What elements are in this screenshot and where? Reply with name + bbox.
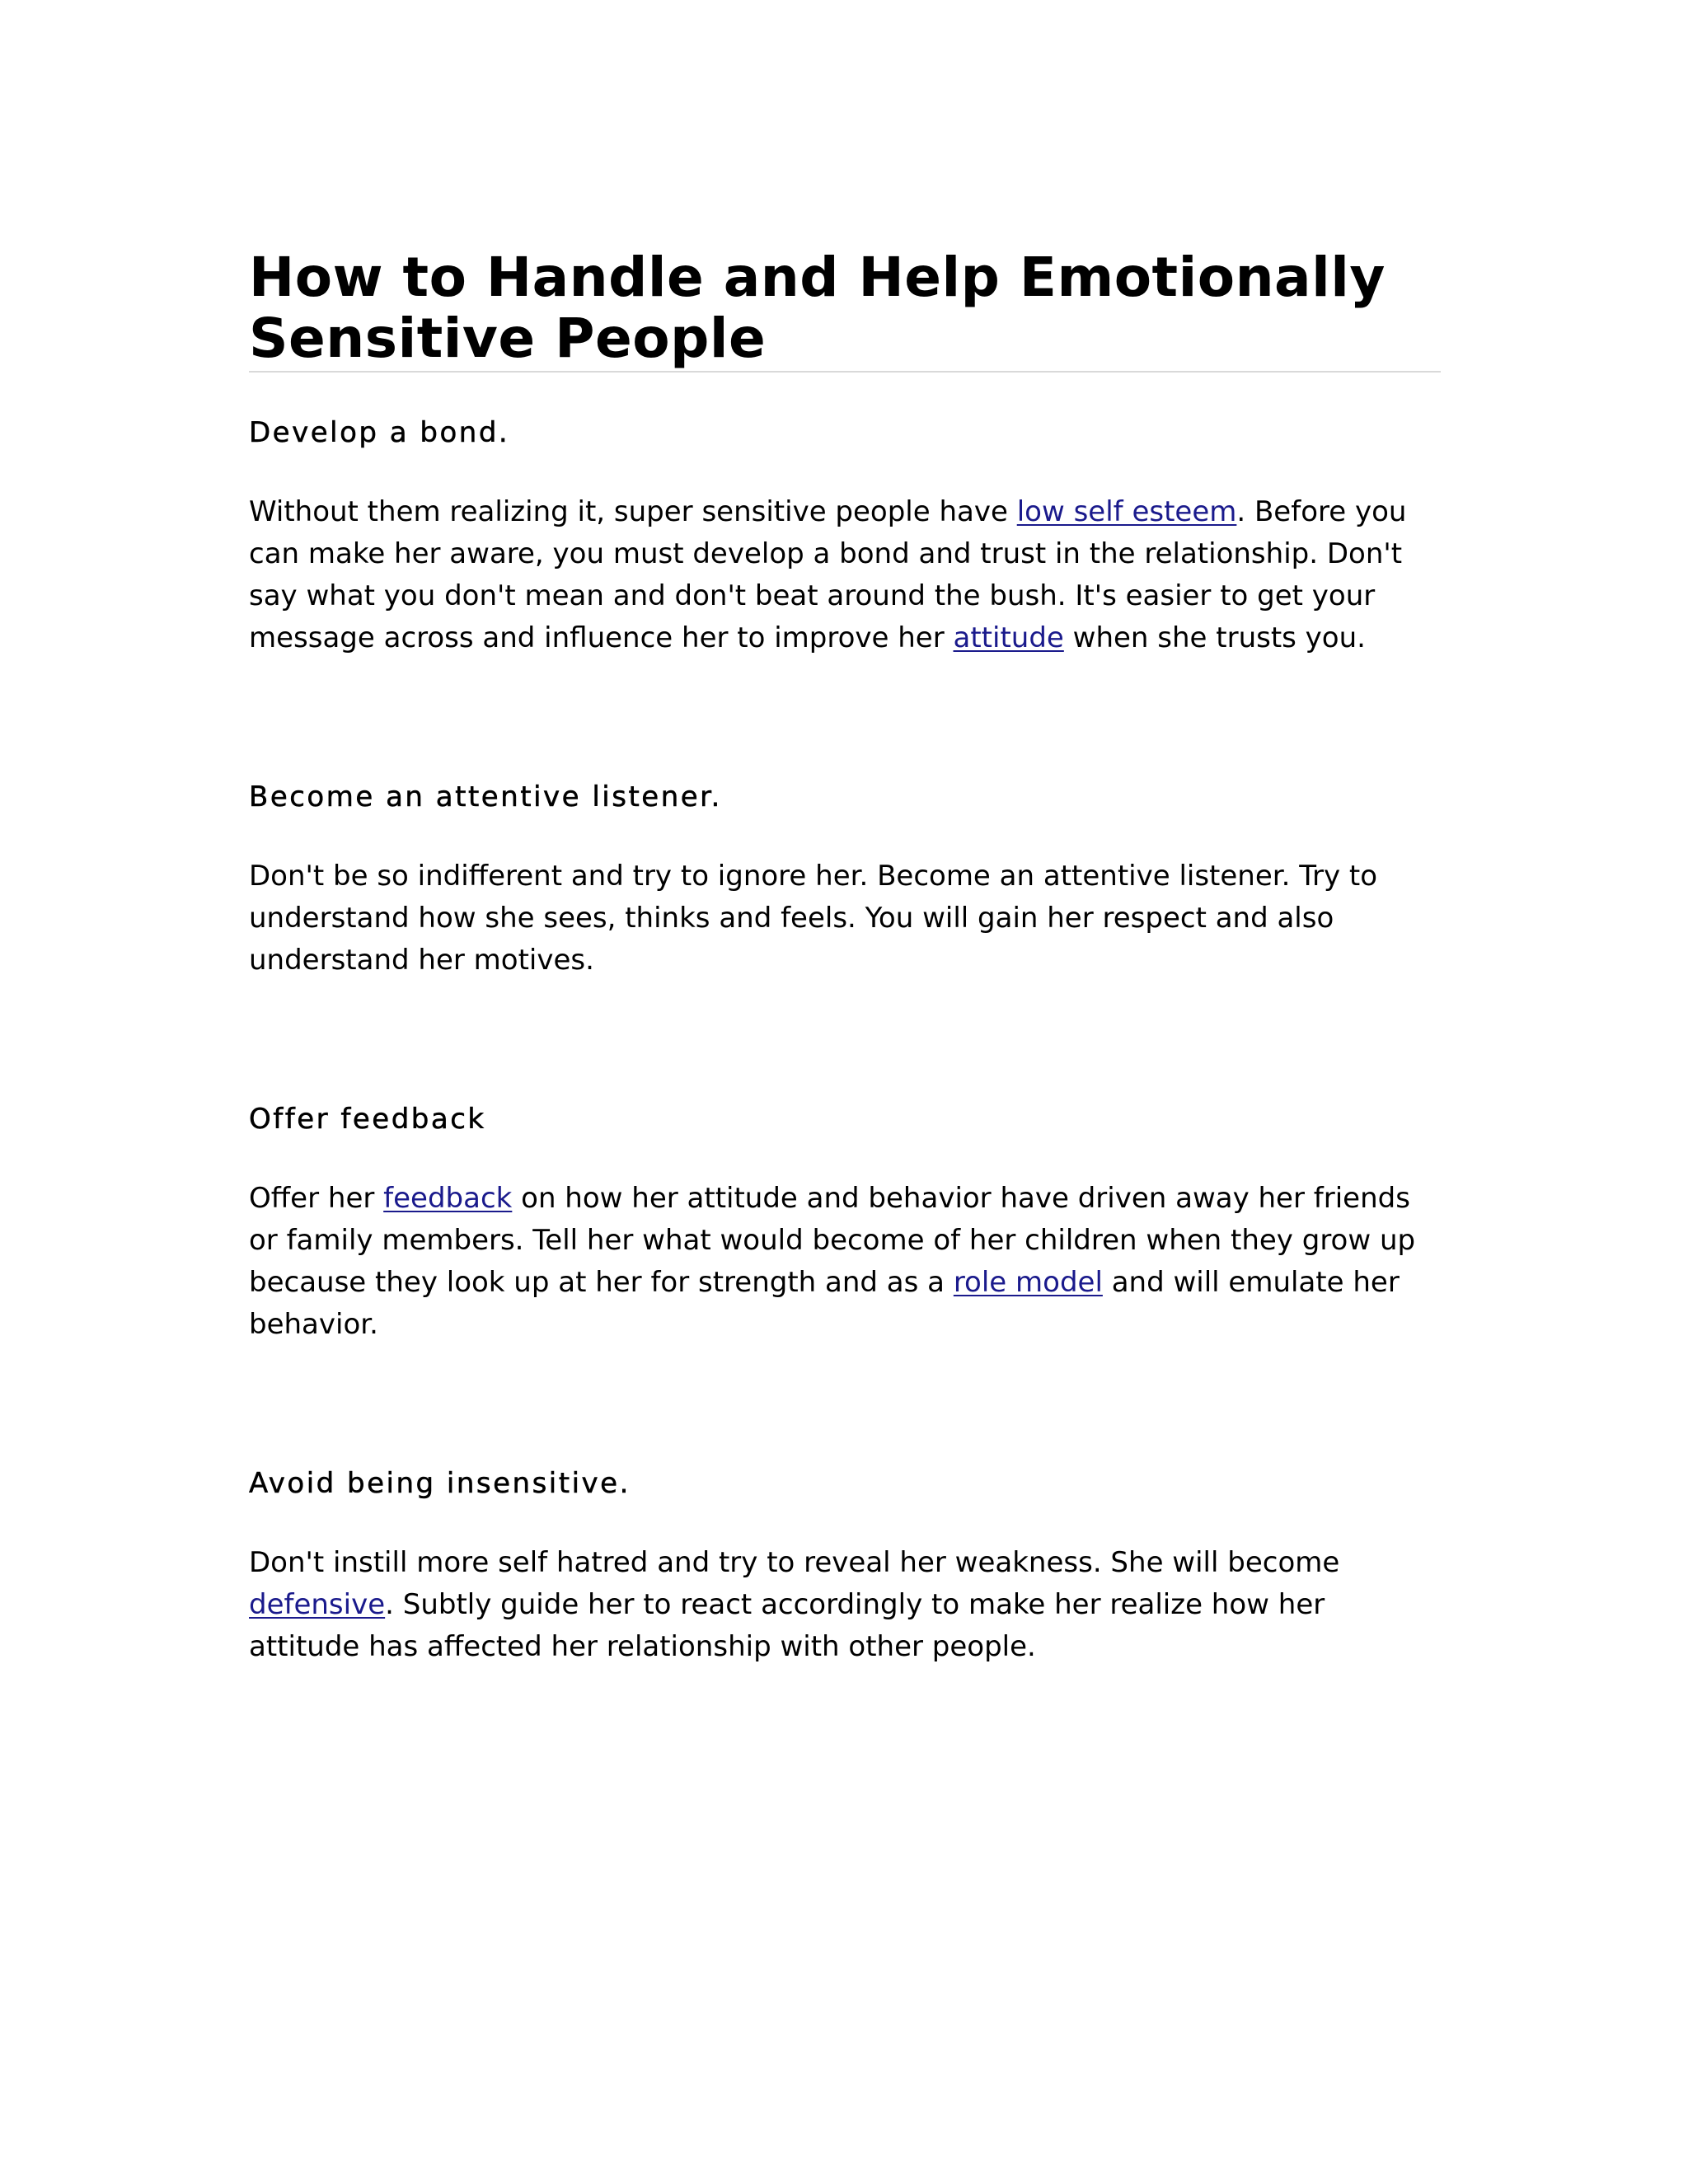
section-heading: Offer feedback <box>249 1103 486 1136</box>
link-low-self-esteem[interactable]: low self esteem <box>1016 495 1237 528</box>
section-develop-bond <box>249 415 1441 659</box>
link-defensive[interactable]: defensive <box>249 1588 386 1621</box>
link-feedback[interactable]: feedback <box>383 1182 513 1215</box>
section-paragraph <box>249 1542 1441 1668</box>
page-title: How to Handle and Help Emotionally Sensitive People <box>249 247 1441 373</box>
section-paragraph <box>249 491 1441 659</box>
section-paragraph <box>249 855 1441 982</box>
link-attitude[interactable]: attitude <box>953 621 1064 654</box>
section-heading: Develop a bond. <box>249 416 510 449</box>
paragraph-text: . Before you can make her aware, you must develop a bond and trust in the relationship. Don't say what you don't mean and don't beat around the bush. It's easier to get your message across and influence her to improve her <box>249 495 1407 654</box>
paragraph-text: on how her attitude and behavior have driven away her friends or family members. Tell her what would become of her children when they grow up because they look up at her for strength and as a <box>249 1182 1416 1299</box>
section-attentive-listener <box>249 780 1441 982</box>
paragraph-text: . Subtly guide her to react accordingly to make her realize how her attitude has affected her relationship with other people. <box>249 1588 1325 1663</box>
paragraph-text: Don't instill more self hatred and try to reveal her weakness. She will become <box>249 1546 1340 1579</box>
section-heading: Avoid being insensitive. <box>249 1467 631 1500</box>
paragraph-text: Without them realizing it, super sensitive people have <box>249 495 1017 528</box>
paragraph-text: and will emulate her behavior. <box>249 1266 1400 1341</box>
section-avoid-insensitive <box>249 1466 1441 1668</box>
section-paragraph <box>249 1178 1441 1346</box>
section-heading: Become an attentive listener. <box>249 780 722 813</box>
paragraph-text: Offer her <box>249 1182 384 1215</box>
link-role-model[interactable]: role model <box>953 1266 1103 1299</box>
paragraph-text: when she trusts you. <box>1063 621 1366 654</box>
section-offer-feedback <box>249 1102 1441 1346</box>
document-page <box>249 247 1441 1668</box>
paragraph-text: Don't be so indifferent and try to ignore her. Become an attentive listener. Try to understand how she sees, thinks and feels. You will gain her respect and also understand her motives. <box>249 860 1378 977</box>
